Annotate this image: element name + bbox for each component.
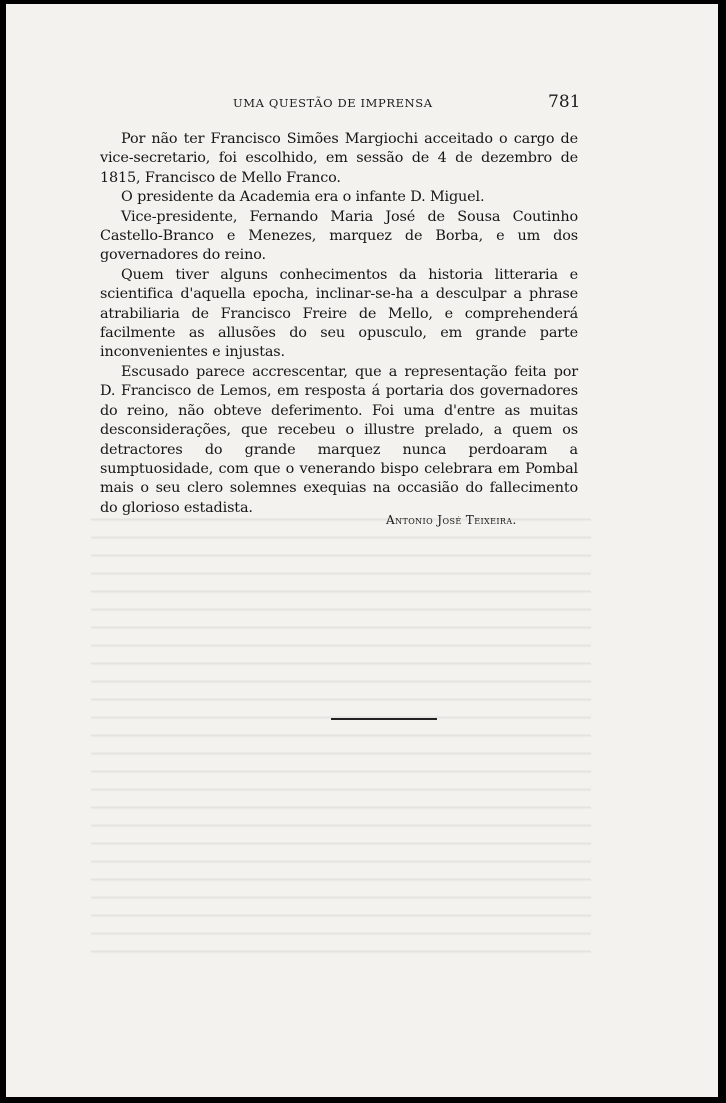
- page-header: [6, 92, 718, 116]
- paragraph: Por não ter Francisco Simões Margiochi acceitado o cargo de vice-secretario, foi escolhido, em sessão de 4 de dezembro de 1815, Francisco de Mello Franco.: [100, 131, 578, 186]
- paragraph: Quem tiver alguns conhecimentos da historia litteraria e scientifica d'aquella epocha, inclinar-se-ha a desculpar a phrase atrabiliaria de Francisco Freire de Mello, e comprehenderá facilmente as allusões do seu opusculo, em grande parte inconvenientes e injustas.: [100, 266, 578, 361]
- section-divider: [331, 718, 437, 720]
- page-number: 781: [548, 92, 581, 112]
- paragraph: Escusado parece accrescentar, que a representação feita por D. Francisco de Lemos, em resposta á portaria dos governadores do reino, não obteve deferimento. Foi uma d'entre as muitas desconsiderações, que recebeu o illustre prelado, a quem os detractores do grande marquez nunca perdoaram a sumptuosidade, com que o venerando bispo celebrara em Pombal mais o seu clero solemnes exequias na occasião do fallecimento do glorioso estadista.: [100, 363, 578, 516]
- paragraph: Vice-presidente, Fernando Maria José de Sousa Coutinho Castello-Branco e Menezes, marquez de Borba, e um dos governadores do reino.: [100, 208, 578, 264]
- running-title: UMA QUESTÃO DE IMPRENSA: [233, 96, 433, 110]
- author-signature: Antonio José Teixeira.: [386, 513, 517, 527]
- body-text: [100, 130, 578, 518]
- paragraph: O presidente da Academia era o infante D. Miguel.: [121, 189, 485, 206]
- book-page: [6, 4, 718, 1097]
- show-through-ghost-text: [91, 504, 591, 954]
